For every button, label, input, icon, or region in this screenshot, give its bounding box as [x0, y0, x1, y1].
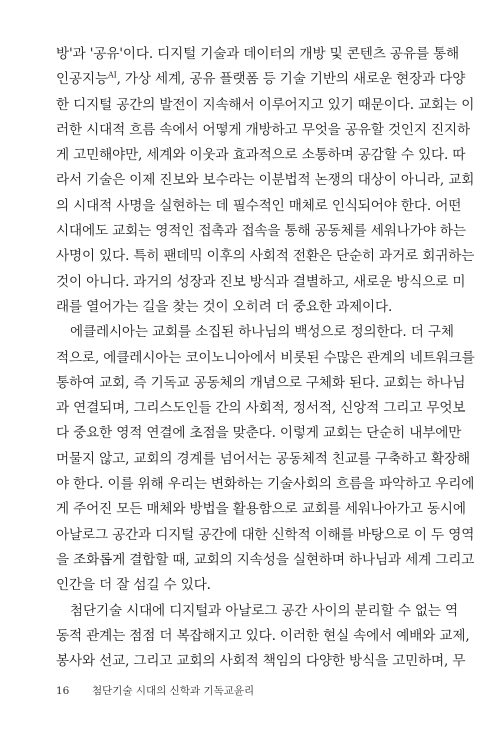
- text-line: 봉사와 선교, 그리고 교회의 사회적 책임의 다양한 방식을 고민하며, 무: [56, 653, 466, 670]
- page-footer: [56, 683, 254, 698]
- text-line: 아날로그 공간과 디지털 공간에 대한 신학적 이해를 바탕으로 이 두 영역: [56, 526, 475, 543]
- running-title: 첨단기술 시대의 신학과 기독교윤리: [92, 685, 255, 697]
- text-line: 과 연결되며, 그리스도인들 간의 사회적, 정서적, 신앙적 그리고 무엇보: [56, 400, 466, 417]
- text-line: 첨단기술 시대에 디지털과 아날로그 공간 사이의 분리할 수 없는 역: [70, 602, 459, 619]
- text-line: 통하여 교회, 즉 기독교 공동체의 개념으로 구체화 된다. 교회는 하나님: [56, 374, 466, 391]
- body-text: [56, 42, 475, 674]
- text-line: 방'과 '공유'이다. 디지털 기술과 데이터의 개방 및 콘텐츠 공유를 통해: [56, 46, 459, 62]
- page-number: 16: [56, 685, 70, 697]
- text-line: 다 중요한 영적 연결에 초점을 맞춘다. 이렇게 교회는 단순히 내부에만: [56, 425, 462, 442]
- text-line: 것이 아니다. 과거의 성장과 진보 방식과 결별하고, 새로운 방식으로 미: [56, 273, 466, 290]
- text-line: 머물지 않고, 교회의 경계를 넘어서는 공동체적 친교를 구축하고 확장해: [56, 450, 471, 467]
- text-line: 의 시대적 사명을 실현하는 데 필수적인 매체로 인식되어야 한다. 어떤: [56, 197, 462, 214]
- text-line: 야 한다. 이를 위해 우리는 변화하는 기술사회의 흐름을 파악하고 우리에: [56, 476, 475, 493]
- text-fragment: , 가상 세계, 공유 플랫폼 등 기술 기반의 새로운 현장과 다양: [116, 71, 466, 88]
- text-line: 사명이 있다. 특히 팬데믹 이후의 사회적 전환은 단순히 과거로 회귀하는: [56, 248, 475, 265]
- text-line: 시대에도 교회는 영적인 접촉과 접속을 통해 공동체를 세워나가야 하는: [56, 223, 466, 240]
- text-fragment: 인공지능: [56, 71, 108, 88]
- text-line: 에클레시아는 교회를 소집된 하나님의 백성으로 정의한다. 더 구체: [70, 324, 454, 341]
- text-line: 적으로, 에클레시아는 코이노니아에서 비롯된 수많은 관계의 네트워크를: [56, 349, 475, 366]
- text-line: 한 디지털 공간의 발전이 지속해서 이루어지고 있기 때문이다. 교회는 이: [56, 96, 475, 113]
- text-line: 라서 기술은 이제 진보와 보수라는 이분법적 논쟁의 대상이 아니라, 교회: [56, 172, 475, 189]
- superscript-ai: AI: [107, 70, 117, 80]
- text-line: [56, 67, 466, 92]
- text-line: 동적 관계는 점점 더 복잡해지고 있다. 이러한 현실 속에서 예배와 교제,: [56, 627, 470, 644]
- paragraph-1: [56, 42, 475, 320]
- text-line: 게 고민해야만, 세계와 이웃과 효과적으로 소통하며 공감할 수 있다. 따: [56, 147, 466, 164]
- paragraph-2: [56, 320, 475, 598]
- text-line: 인간을 더 잘 섬길 수 있다.: [56, 577, 211, 594]
- paragraph-3: [56, 599, 470, 675]
- text-line: 래를 열어가는 길을 찾는 것이 오히려 더 중요한 과제이다.: [56, 298, 393, 315]
- text-line: 러한 시대적 흐름 속에서 어떻게 개방하고 무엇을 공유할 것인지 진지하: [56, 121, 471, 138]
- text-line: 을 조화롭게 결합할 때, 교회의 지속성을 실현하며 하나님과 세계 그리고: [56, 551, 475, 568]
- text-line: 게 주어진 모든 매체와 방법을 활용함으로 교회를 세워나아가고 동시에: [56, 501, 466, 518]
